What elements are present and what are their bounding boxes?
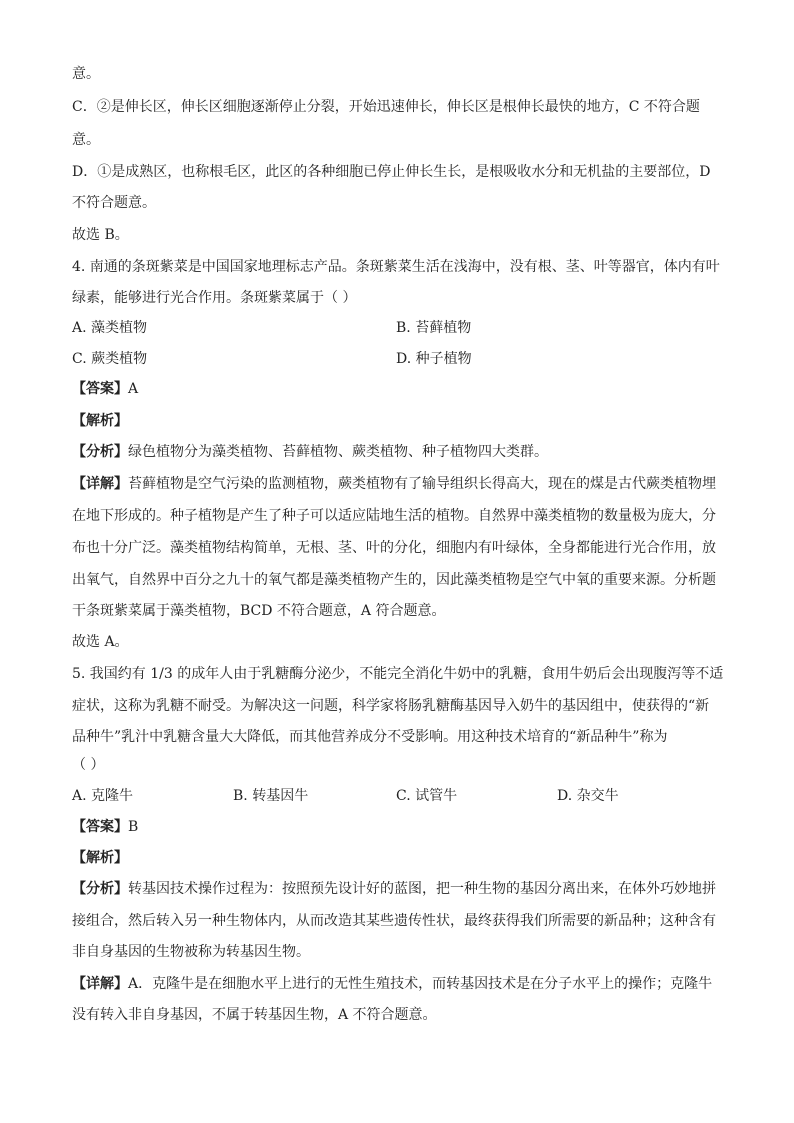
q3-text-line: 意。	[72, 66, 100, 82]
q5-option-d: D. 杂交牛	[557, 788, 619, 804]
q5-stem: 品种牛”乳汁中乳糖含量大大降低，而其他营养成分不受影响。用这种技术培育的“新品种牛”称为	[72, 729, 668, 745]
q5-answer	[72, 817, 138, 837]
q4-detail-line: 布也十分广泛。藻类植物结构简单，无根、茎、叶的分化，细胞内有叶绿体，全身都能进行光合作用，放	[72, 540, 716, 556]
q5-option-b: B. 转基因牛	[233, 788, 309, 804]
analysis-text: 转基因技术操作过程为：按照预先设计好的蓝图，把一种生物的基因分离出来，在体外巧妙地拼	[128, 881, 716, 897]
answer-tag: 【答案】	[72, 381, 128, 397]
q5-detail-line: 没有转入非自身基因，不属于转基因生物，A 不符合题意。	[72, 1007, 437, 1023]
q4-detail-line: 干条斑紫菜属于藻类植物，BCD 不符合题意，A 符合题意。	[72, 603, 446, 619]
q4-option-d: D. 种子植物	[396, 351, 472, 367]
q3-conclusion: 故选 B。	[72, 227, 129, 243]
q3-option-d-explanation: D．①是成熟区，也称根毛区，此区的各种细胞已停止伸长生长，是根吸收水分和无机盐的主要部位，D	[72, 164, 711, 180]
answer-tag: 【答案】	[72, 819, 128, 835]
q3-text-line: 不符合题意。	[72, 195, 156, 211]
analysis-text: 绿色植物分为藻类植物、苔藓植物、蕨类植物、种子植物四大类群。	[128, 444, 548, 460]
analysis-tag: 【分析】	[72, 444, 128, 460]
q5-stem: （ ）	[72, 757, 105, 773]
q4-option-a: A. 藻类植物	[72, 320, 148, 336]
detail-tag: 【详解】	[72, 976, 128, 992]
q4-detail-line: 在地下形成的。种子植物是产生了种子可以适应陆地生活的植物。自然界中藻类植物的数量极为庞大，分	[72, 508, 716, 524]
q4-analysis-heading: 【解析】	[72, 413, 128, 429]
analysis-tag: 【分析】	[72, 881, 128, 897]
detail-text: 苔藓植物是空气污染的监测植物，蕨类植物有了输导组织长得高大，现在的煤是古代蕨类植物埋	[128, 476, 716, 492]
q5-option-c: C. 试管牛	[396, 788, 458, 804]
q5-stem: 5. 我国约有 1/3 的成年人由于乳糖酶分泌少，不能完全消化牛奶中的乳糖，食用牛奶后会出现腹泻等不适	[72, 666, 724, 682]
q5-detail	[72, 974, 712, 994]
q4-detail	[72, 474, 716, 494]
q3-option-c-explanation: C．②是伸长区，伸长区细胞逐渐停止分裂，开始迅速伸长，伸长区是根伸长最快的地方，C 不符合题	[72, 99, 700, 115]
detail-tag: 【详解】	[72, 476, 128, 492]
q4-stem: 绿素，能够进行光合作用。条斑紫菜属于（ ）	[72, 290, 357, 306]
q5-analysis-line: 非自身基因的生物被称为转基因生物。	[72, 944, 310, 960]
q5-stem: 症状，这称为乳糖不耐受。为解决这一问题，科学家将肠乳糖酶基因导入奶牛的基因组中，使获得的“新	[72, 698, 710, 714]
q4-stem: 4. 南通的条斑紫菜是中国国家地理标志产品。条斑紫菜生活在浅海中，没有根、茎、叶等器官，体内有叶	[72, 259, 720, 275]
q5-analysis	[72, 879, 716, 899]
q4-answer	[72, 379, 138, 399]
q5-option-a: A. 克隆牛	[72, 788, 134, 804]
q4-option-b: B. 苔藓植物	[396, 320, 472, 336]
q4-conclusion: 故选 A。	[72, 634, 129, 650]
q5-analysis-heading: 【解析】	[72, 850, 128, 866]
q4-option-c: C. 蕨类植物	[72, 351, 148, 367]
answer-value: B	[128, 819, 139, 835]
answer-value: A	[128, 381, 139, 397]
q4-analysis	[72, 442, 548, 462]
detail-text: A．克隆牛是在细胞水平上进行的无性生殖技术，而转基因技术是在分子水平上的操作；克隆牛	[128, 976, 713, 992]
q3-text-line: 意。	[72, 132, 100, 148]
q4-detail-line: 出氧气，自然界中百分之九十的氧气都是藻类植物产生的，因此藻类植物是空气中氧的重要来源。分析题	[72, 572, 716, 588]
q5-analysis-line: 接组合，然后转入另一种生物体内，从而改造其某些遗传性状，最终获得我们所需要的新品种；这种含有	[72, 913, 716, 929]
